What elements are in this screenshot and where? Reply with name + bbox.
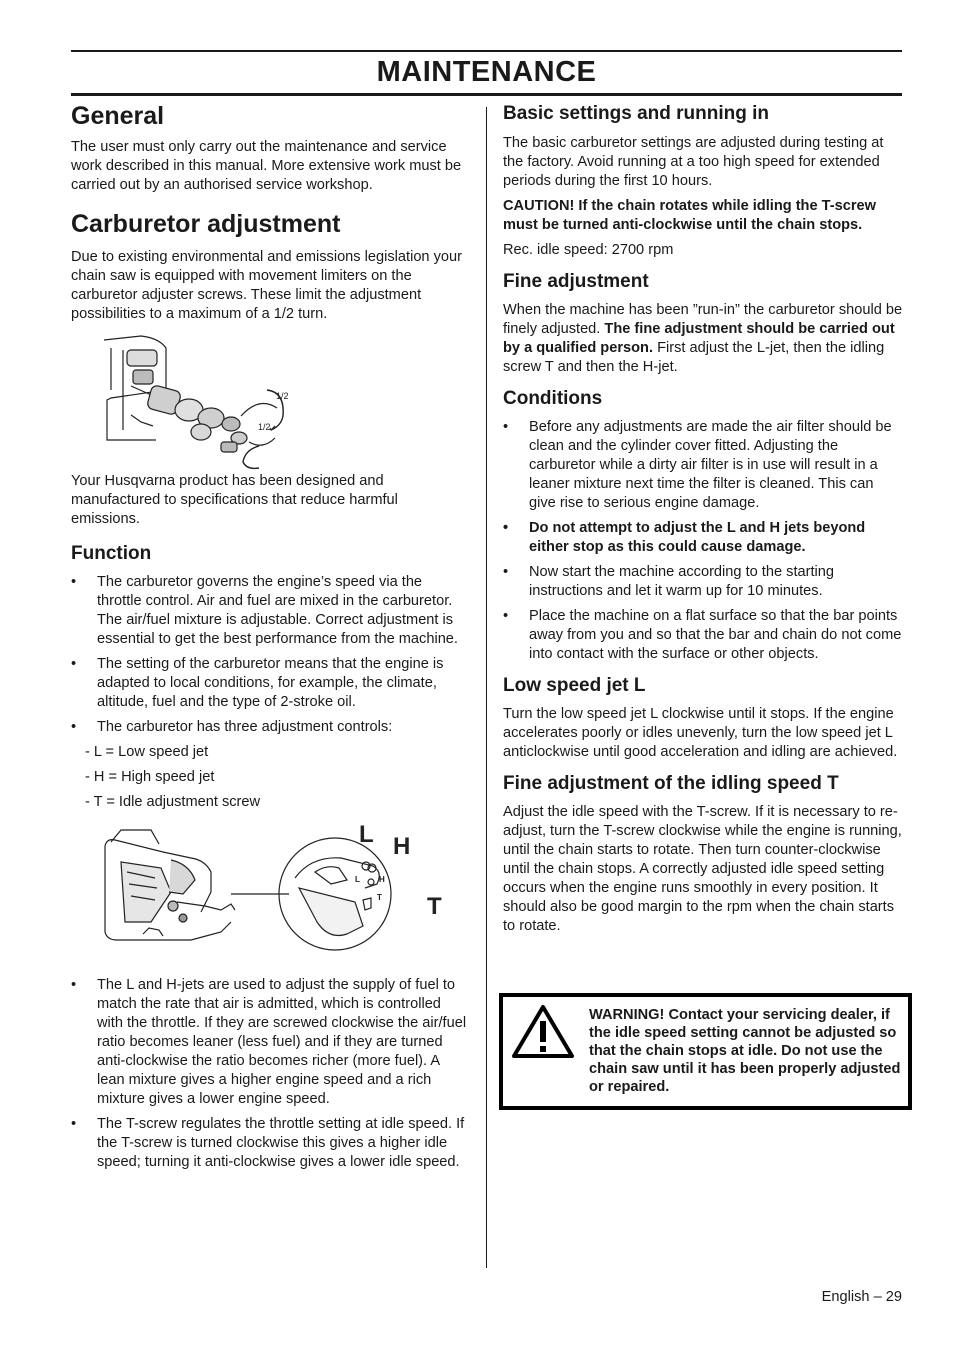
header-rule-bottom	[71, 93, 902, 96]
list-item: • The L and H-jets are used to adjust the supply of fuel to match the rate that air is admitted, which is controlled with the throttle. If they are screwed clockwise the air/fuel ratio becomes leaner (less fuel) and if they are turned anti-clockwise the ratio becomes richer (more fuel). A lean mixture gives a higher engine speed and a rich mixture gives a lower engine speed.	[71, 977, 467, 1107]
control-item-h: - H = High speed jet	[85, 769, 215, 785]
husqvarna-text: Your Husqvarna product has been designed and manufactured to specifications that reduce harmful emissions.	[71, 473, 398, 527]
page-number: English – 29	[821, 1289, 902, 1305]
carburetor-screws-figure	[71, 330, 469, 470]
idle-fine-adjustment-text: Adjust the idle speed with the T-screw. If it is necessary to re-adjust, turn the T-screw clockwise while the engine is running, until the chain starts to rotate. Then turn counter-clockwise until the chain stops. A correctly adjusted idle speed setting occurs when the engine runs smoothly in every position. It should also be good margin to the rpm when the chain starts to rotate.	[503, 804, 902, 934]
idle-fine-adjustment-heading: Fine adjustment of the idling speed T	[503, 773, 839, 794]
fine-adjustment-text: When the machine has been ”run-in” the carburetor should be finely adjusted. The fine adjustment should be carried out by a qualified person. First adjust the L-jet, then the idling screw T and then the H-jet.	[503, 302, 903, 375]
label-l: L	[359, 822, 374, 848]
general-text: The user must only carry out the maintenance and service work described in this manual. More extensive work must be carried out by an authorised service workshop.	[71, 139, 462, 193]
label-small-t: T	[377, 893, 382, 902]
control-item-t: - T = Idle adjustment screw	[85, 794, 261, 810]
conditions-list	[503, 418, 903, 664]
left-column	[71, 100, 469, 1178]
right-column	[503, 100, 903, 936]
list-item: • Place the machine on a flat surface so that the bar points away from you and so that the bar and chain do not come into contact with the surface or other objects.	[503, 608, 902, 662]
function-heading: Function	[71, 543, 152, 564]
half-turn-label-top: 1/2	[276, 391, 289, 401]
basic-settings-text: The basic carburetor settings are adjusted during testing at the factory. Avoid running at a too high speed for extended periods during the first 10 hours.	[503, 135, 884, 189]
control-item-l: - L = Low speed jet	[85, 744, 209, 760]
label-h: H	[393, 833, 411, 860]
carburetor-heading: Carburetor adjustment	[71, 210, 341, 238]
warning-triangle-icon	[511, 1003, 575, 1059]
fine-adjustment-heading: Fine adjustment	[503, 271, 649, 292]
caution-text: CAUTION! If the chain rotates while idling the T-screw must be turned anti-clockwise until the chain stops.	[503, 198, 876, 233]
column-divider	[486, 107, 487, 1268]
page-title: MAINTENANCE	[376, 56, 597, 88]
list-item: • The carburetor governs the engine’s speed via the throttle control. Air and fuel are mixed in the carburetor. The air/fuel mixture is adjustable. Correct adjustment is essential to get the best performance from the machine.	[71, 574, 458, 647]
warning-text: WARNING! Contact your servicing dealer, if the idle speed setting cannot be adjusted so that the chain stops at idle. Do not use the chain saw until it has been properly adjusted or repaired.	[589, 1007, 901, 1095]
general-heading: General	[71, 102, 165, 130]
list-item: • The T-screw regulates the throttle setting at idle speed. If the T-screw is turned clockwise this gives a higher idle speed; turning it anti-clockwise gives a lower idle speed.	[71, 1116, 465, 1170]
low-speed-jet-heading: Low speed jet L	[503, 675, 646, 696]
chainsaw-jets-figure	[71, 822, 469, 972]
basic-settings-heading: Basic settings and running in	[503, 103, 770, 124]
idle-speed-text: Rec. idle speed: 2700 rpm	[503, 242, 674, 258]
function-list	[71, 573, 469, 737]
warning-box	[499, 993, 912, 1110]
carburetor-text: Due to existing environmental and emissions legislation your chain saw is equipped with movement limiters on the carburetor adjuster screws. These limit the adjustment possibilities to a maximum of a 1/2 turn.	[71, 249, 462, 322]
label-small-h: H	[379, 875, 385, 884]
list-item: • The carburetor has three adjustment controls:	[71, 719, 393, 735]
low-speed-jet-text: Turn the low speed jet L clockwise until it stops. If the engine accelerates poorly or idles unevenly, turn the low speed jet L anticlockwise until good acceleration and idling are achieved.	[503, 706, 898, 760]
header-rule-top	[71, 50, 902, 52]
label-small-l: L	[355, 875, 360, 884]
list-item: • The setting of the carburetor means that the engine is adapted to local conditions, for example, the climate, altitude, fuel and the type of 2-stroke oil.	[71, 656, 444, 710]
half-turn-label-bottom: 1/2	[258, 422, 271, 432]
label-t: T	[427, 893, 442, 920]
conditions-heading: Conditions	[503, 388, 603, 409]
function-list-2	[71, 976, 469, 1172]
list-item: • Before any adjustments are made the air filter should be clean and the cylinder cover fitted. Adjusting the carburetor while a dirty air filter is in use will result in a leaner mixture next time the filter is cleaned. This can give rise to serious engine damage.	[503, 419, 892, 511]
list-item: • Do not attempt to adjust the L and H jets beyond either stop as this could cause damage.	[503, 520, 866, 555]
list-item: • Now start the machine according to the starting instructions and let it warm up for 10 minutes.	[503, 564, 835, 599]
